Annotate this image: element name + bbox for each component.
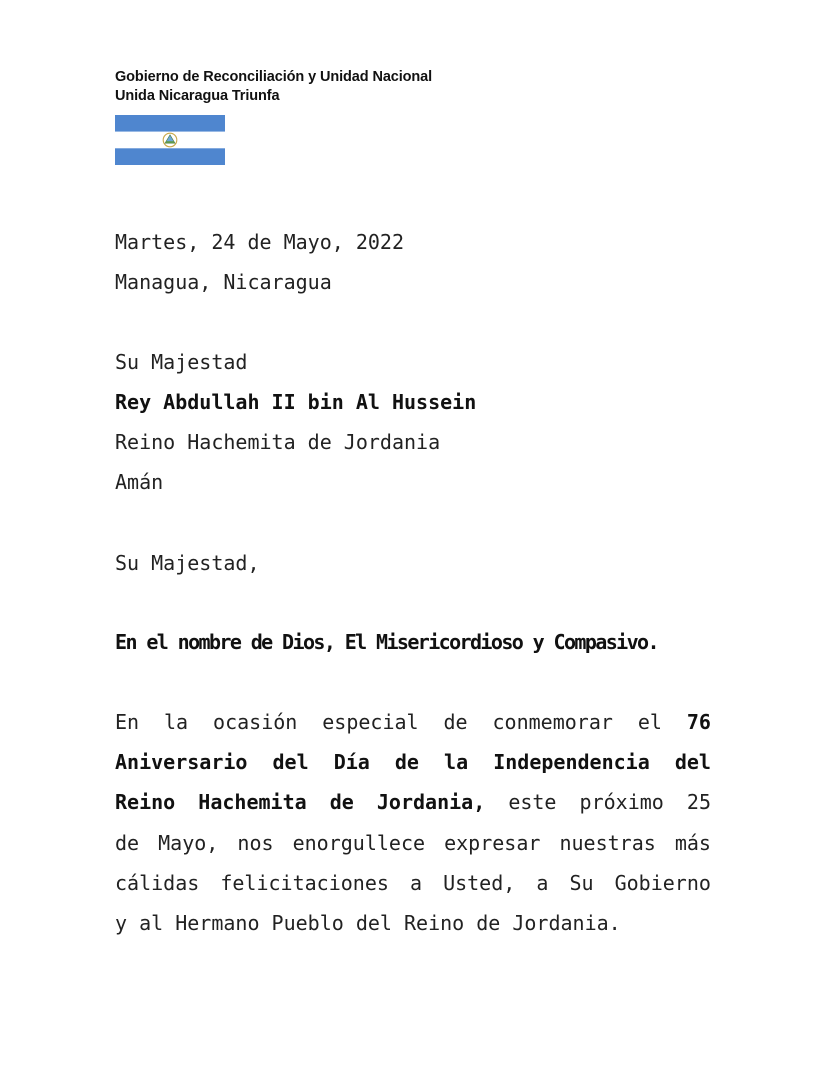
body-word: 25 <box>686 790 711 815</box>
body-word: más <box>674 830 711 855</box>
body-word: especial <box>322 710 419 734</box>
body-word: próximo <box>579 790 664 815</box>
body-line-3 <box>115 782 711 822</box>
body-word-bold: del <box>272 750 309 775</box>
body-line-5 <box>115 863 711 903</box>
body-line-6 <box>115 903 711 943</box>
flag-graphic <box>115 115 225 165</box>
body-word-bold: Aniversario <box>115 750 248 775</box>
body-word: Su <box>569 870 594 895</box>
body-word-bold: la <box>444 750 469 775</box>
body-word: ocasión <box>213 710 298 734</box>
body-word-bold: Hachemita <box>198 790 307 815</box>
body-word: el <box>637 710 662 734</box>
nicaragua-flag <box>115 115 225 165</box>
body-word: enorgullece <box>292 830 426 855</box>
body-word-bold: Día <box>333 750 370 775</box>
body-word-bold: Independencia <box>493 750 650 775</box>
body-word: a <box>409 870 423 895</box>
body-word: En <box>115 710 140 734</box>
letter-invocation: En el nombre de Dios, El Misericordioso y Compasivo. <box>115 630 658 654</box>
body-line-2 <box>115 742 711 782</box>
body-word: cálidas <box>115 870 200 895</box>
flag-top-stripe <box>115 115 225 132</box>
letterhead-slogan: Unida Nicaragua Triunfa <box>115 88 280 104</box>
body-word-bold: Jordania, <box>376 790 486 815</box>
letter-date: Martes, 24 de Mayo, 2022 <box>115 230 404 254</box>
recipient-honorific: Su Majestad <box>115 350 248 374</box>
body-line-1 <box>115 702 711 742</box>
body-line-text: y al Hermano Pueblo del Reino de Jordania. <box>115 911 621 936</box>
body-word-bold: 76 <box>686 710 711 734</box>
body-word: de <box>443 710 468 734</box>
letter-city: Managua, Nicaragua <box>115 270 332 294</box>
body-word-bold: del <box>674 750 711 775</box>
body-word: conmemorar <box>492 710 613 734</box>
recipient-name: Rey Abdullah II bin Al Hussein <box>115 390 477 414</box>
body-word-bold: de <box>394 750 419 775</box>
body-word: felicitaciones <box>220 870 389 895</box>
body-word: este <box>508 790 557 815</box>
body-line-4 <box>115 823 711 863</box>
recipient-country: Reino Hachemita de Jordania <box>115 430 441 454</box>
body-word: Mayo, <box>158 830 219 855</box>
body-word: a <box>536 870 549 895</box>
letter-body-paragraph <box>115 702 711 943</box>
body-word: nuestras <box>559 830 656 855</box>
letterhead <box>115 68 432 106</box>
body-word: expresar <box>444 830 541 855</box>
letterhead-government-name: Gobierno de Reconciliación y Unidad Nacional <box>115 69 433 85</box>
recipient-city: Amán <box>115 470 164 494</box>
body-word-bold: Reino <box>115 790 176 815</box>
body-word: de <box>115 830 140 855</box>
letter-greeting: Su Majestad, <box>115 551 260 575</box>
body-word: nos <box>237 830 274 855</box>
body-word: Gobierno <box>614 870 711 895</box>
body-word-bold: de <box>329 790 354 815</box>
body-word: Usted, <box>443 870 516 895</box>
body-word: la <box>164 710 189 734</box>
flag-bottom-stripe <box>115 148 225 165</box>
